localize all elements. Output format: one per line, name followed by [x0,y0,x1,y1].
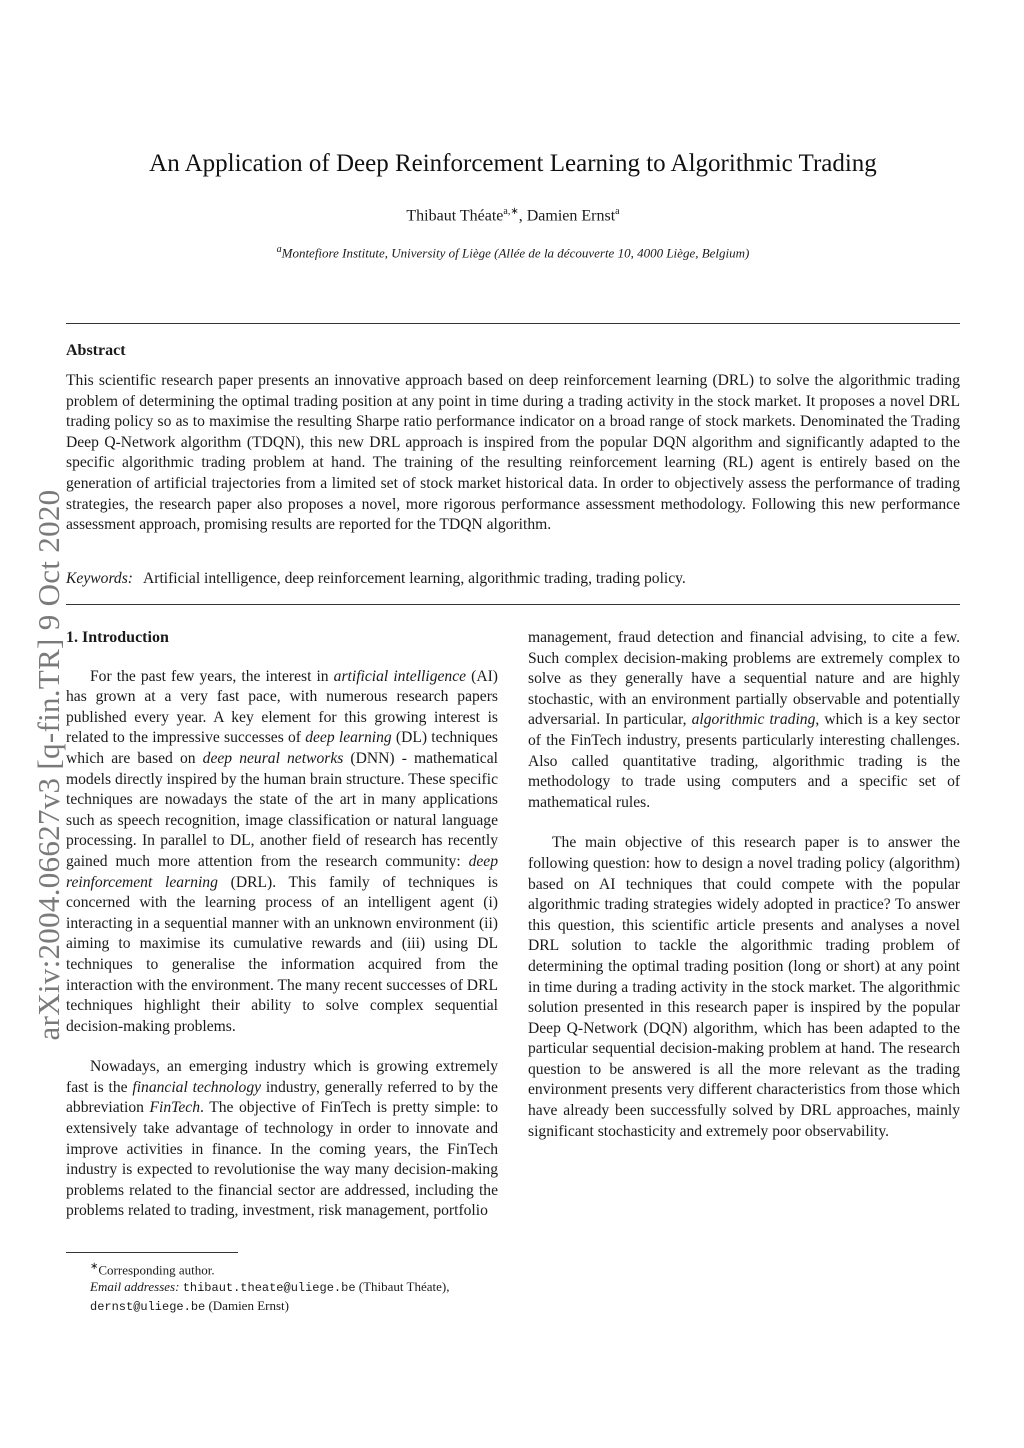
left-column [66,628,498,1222]
author-1-marks: a,∗ [503,206,519,217]
keywords-label: Keywords: [66,570,133,587]
abstract-bottom-rule [66,604,960,605]
section-heading-introduction: 1. Introduction [66,629,169,646]
footnote-emails: Email addresses: thibaut.theate@uliege.be (Thibaut Théate), dernst@uliege.be (Damien Ernst) [90,1279,450,1315]
footnote-corresponding: ∗Corresponding author. [90,1261,215,1278]
email-link-ernst[interactable]: dernst@uliege.be [90,1300,206,1315]
term-deep-neural-networks: deep neural networks [202,749,344,767]
term-deep-learning: deep learning [305,729,392,747]
term-deep-reinforcement-learning: deep reinforcement learning [66,852,498,891]
intro-paragraph-1: For the past few years, the interest in artificial intelligence (AI) has grown at a very fast pace, with numerous research papers published every year. A key element for this growing interest is related to the impressive successes of deep learning (DL) techniques which are based on deep neural networks (DNN) - mathematical models directly inspired by the human brain structure. These specific techniques are nowadays the state of the art in many applications such as speech recognition, image classification or natural language processing. In parallel to DL, another field of research has recently gained much more attention from the research community: deep reinforcement learning (DRL). This family of techniques is concerned with the learning process of an intelligent agent (i) interacting in a sequential manner with an unknown environment (ii) aiming to maximise its cumulative rewards and (iii) using DL techniques to generalise the information acquired from the interaction with the environment. The many recent successes of DRL techniques highlight their ability to solve complex sequential decision-making problems. [66,667,498,1035]
abstract-heading: Abstract [66,342,126,359]
author-separator: , [518,207,527,225]
paper-title: An Application of Deep Reinforcement Learning to Algorithmic Trading [149,150,877,177]
arxiv-identifier-text: arXiv:2004.06627v3 [q-fin.TR] 9 Oct 2020 [31,489,66,1041]
affiliation-text: Montefiore Institute, University of Liège (Allée de la découverte 10, 4000 Liège, Belgium) [281,245,750,261]
abstract-body: This scientific research paper presents an innovative approach based on deep reinforcement learning (DRL) to solve the algorithmic trading problem of determining the optimal trading position at any point in time during a trading activity in the stock market. It proposes a novel DRL trading policy so as to maximise the resulting Sharpe ratio performance indicator on a broad range of stock markets. Denominated the Trading Deep Q-Network algorithm (TDQN), this new DRL approach is inspired from the popular DQN algorithm and significantly adapted to the specific algorithmic trading problem at hand. The training of the resulting reinforcement learning (RL) agent is entirely based on the generation of artificial trajectories from a limited set of stock market historical data. In order to objectively assess the performance of trading strategies, the research paper also proposes a novel, more rigorous performance assessment methodology. Following this new performance assessment approach, promising results are reported for the TDQN algorithm. [66,372,960,534]
author-2-marks: a [615,206,620,217]
author-2: Damien Ernst [526,207,616,225]
keywords-text: Artificial intelligence, deep reinforcement learning, algorithmic trading, trading policy. [143,570,686,587]
footnote [66,1258,498,1316]
top-rule [66,323,960,324]
intro-paragraph-3: The main objective of this research paper is to answer the following question: how to design a novel trading policy (algorithm) based on AI techniques that could compete with the popular algorithmic trading strategies widely adopted in practice? To answer this question, this scientific article presents and analyses a novel DRL solution to tackle the algorithmic trading problem of determining the optimal trading position (long or short) at any point in time during a trading activity in the stock market. The algorithmic solution presented in this research paper is inspired by the popular Deep Q-Network (DQN) algorithm, which has been adapted to the particular sequential decision-making problem at hand. The research question to be answered is all the more relevant as the trading environment presents very different characteristics from those which have already been successfully solved by DRL approaches, mainly significant stochasticity and extremely poor observability. [528,834,960,1140]
affiliation-mark: a [276,244,282,255]
author-line [66,206,960,225]
footnote-mark: ∗ [90,1261,99,1272]
keywords [66,569,960,590]
right-column [528,628,960,1142]
term-artificial-intelligence: artificial intelligence [333,667,467,685]
arxiv-identifier [30,450,68,1080]
email-label: Email addresses: [90,1279,180,1295]
email-link-theate[interactable]: thibaut.theate@uliege.be [182,1281,356,1296]
author-1: Thibaut Théate [406,207,504,225]
affiliation [66,244,960,261]
intro-paragraph-2-continued: management, fraud detection and financial advising, to cite a few. Such complex decision-making problems are extremely complex to solve as they generally have a sequential nature and are highly stochastic, with an environment partially observable and potentially adversarial. In particular, algorithmic trading, which is a key sector of the FinTech industry, presents particularly interesting challenges. Also called quantitative trading, algorithmic trading is the methodology to trade using computers and a specific set of mathematical rules. [528,629,961,811]
footnote-rule [66,1252,238,1253]
intro-paragraph-2: Nowadays, an emerging industry which is growing extremely fast is the financial technology industry, generally referred to by the abbreviation FinTech. The objective of FinTech is pretty simple: to extensively take advantage of technology in order to innovate and improve activities in finance. In the coming years, the FinTech industry is expected to revolutionise the way many decision-making problems related to the financial sector are addressed, including the problems related to trading, investment, risk management, portfolio [66,1058,499,1220]
